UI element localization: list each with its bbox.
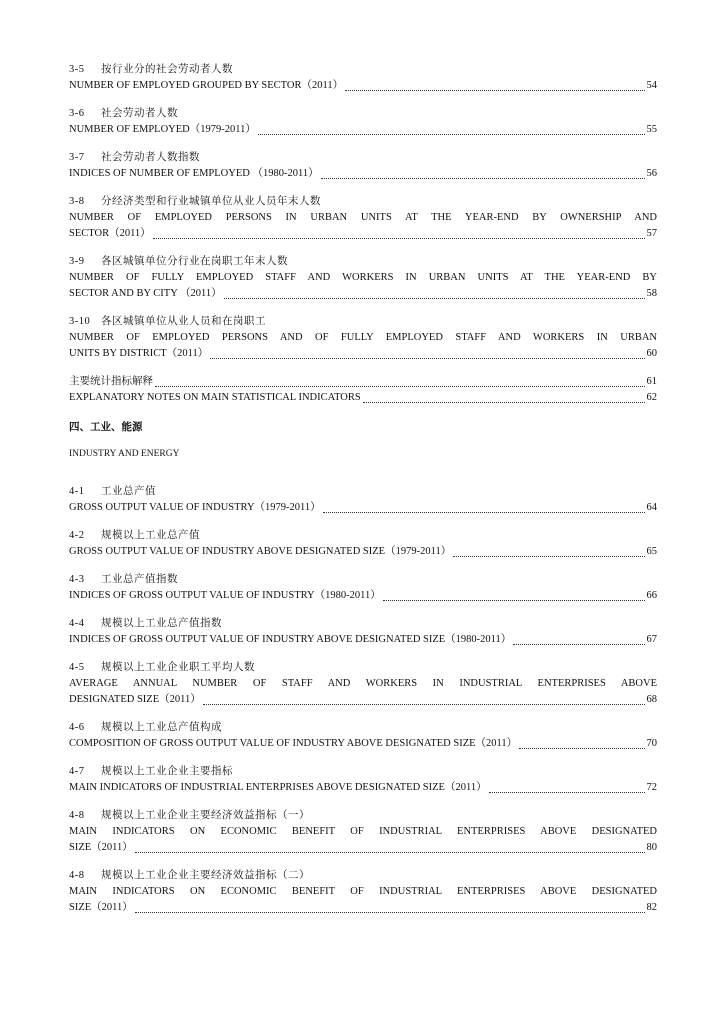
toc-entry-number: 4-6 [69, 722, 85, 733]
toc-entry[interactable] [69, 314, 657, 362]
toc-entry[interactable] [69, 616, 657, 648]
dot-leader [224, 297, 645, 299]
toc-entry-page-number: 66 [646, 590, 657, 601]
toc-entry-cn-title [69, 62, 657, 78]
toc-entry-en-text: INDICES OF GROSS OUTPUT VALUE OF INDUSTRY（1980-2011） [69, 590, 381, 601]
dot-leader [453, 555, 644, 557]
toc-entry-page-number: 58 [646, 288, 657, 299]
toc-entry-number: 3-7 [69, 152, 85, 163]
toc-entry-page-number: 82 [646, 902, 657, 913]
toc-entry-explanatory-notes[interactable] [69, 374, 657, 406]
toc-notes-cn-page: 61 [646, 376, 657, 387]
toc-entry-number: 4-5 [69, 662, 85, 673]
toc-entry-en-last-line [69, 346, 657, 362]
dot-leader [323, 511, 645, 513]
dot-leader [383, 599, 645, 601]
toc-entry-cn-text: 社会劳动者人数指数 [101, 152, 200, 163]
section-4-title-cn: 四、工业、能源 [69, 422, 143, 433]
toc-entry-en-text: SECTOR（2011） [69, 228, 151, 239]
toc-notes-cn-label: 主要统计指标解释 [69, 376, 153, 387]
toc-entry-cn-title [69, 720, 657, 736]
toc-entry-cn-text: 按行业分的社会劳动者人数 [101, 64, 233, 75]
toc-entry-en-line: NUMBER OF FULLY EMPLOYED STAFF AND WORKERS IN URBAN UNITS AT THE YEAR-END BY [69, 272, 657, 283]
toc-entry[interactable] [69, 106, 657, 138]
dot-leader [258, 133, 645, 135]
toc-entry-number: 3-8 [69, 196, 85, 207]
toc-entry-page-number: 57 [646, 228, 657, 239]
toc-entry-en-last-line [69, 900, 657, 916]
toc-entry-page-number: 55 [646, 124, 657, 135]
toc-entry-number: 3-10 [69, 316, 91, 327]
dot-leader [345, 89, 644, 91]
toc-entry-number: 3-6 [69, 108, 85, 119]
toc-entry-en-text: COMPOSITION OF GROSS OUTPUT VALUE OF INDUSTRY ABOVE DESIGNATED SIZE（2011） [69, 738, 518, 749]
dot-leader [153, 237, 645, 239]
toc-entry-cn-title [69, 660, 657, 676]
section-4-title-en: INDUSTRY AND ENERGY [69, 449, 180, 459]
toc-entry-en-text: NUMBER OF EMPLOYED（1979-2011） [69, 124, 256, 135]
toc-entry-en-last-line [69, 692, 657, 708]
toc-entry-cn-title [69, 106, 657, 122]
toc-entry-page-number: 70 [646, 738, 657, 749]
dot-leader [513, 643, 644, 645]
toc-section-4-list [69, 484, 657, 916]
toc-entry-cn-text: 各区城镇单位从业人员和在岗职工 [101, 316, 266, 327]
dot-leader [519, 747, 644, 749]
toc-entry[interactable] [69, 194, 657, 242]
toc-entry-en-last-line [69, 226, 657, 242]
dot-leader [135, 911, 645, 913]
toc-entry-cn-text: 各区城镇单位分行业在岗职工年末人数 [101, 256, 288, 267]
toc-entry-cn-text: 社会劳动者人数 [101, 108, 178, 119]
toc-entry-en-last-line [69, 588, 657, 604]
toc-entry-en-text: NUMBER OF EMPLOYED GROUPED BY SECTOR（2011） [69, 80, 344, 91]
toc-entry-number: 4-7 [69, 766, 85, 777]
toc-entry-cn-text: 规模以上工业企业主要经济效益指标（二） [101, 870, 310, 881]
toc-entry-en-last-line [69, 500, 657, 516]
toc-entry[interactable] [69, 62, 657, 94]
toc-entry-en-line: NUMBER OF EMPLOYED PERSONS IN URBAN UNITS AT THE YEAR-END BY OWNERSHIP AND [69, 212, 657, 223]
toc-entry-cn-text: 工业总产值 [101, 486, 156, 497]
toc-entry-number: 4-3 [69, 574, 85, 585]
toc-entry-en-text: DESIGNATED SIZE（2011） [69, 694, 201, 705]
toc-entry[interactable] [69, 660, 657, 708]
toc-entry-en-line: NUMBER OF EMPLOYED PERSONS AND OF FULLY EMPLOYED STAFF AND WORKERS IN URBAN [69, 332, 657, 343]
toc-entry-en-last-line [69, 78, 657, 94]
dot-leader [210, 357, 644, 359]
dot-leader [321, 177, 645, 179]
toc-entry-cn-title [69, 764, 657, 780]
toc-entry-en-text: GROSS OUTPUT VALUE OF INDUSTRY ABOVE DESIGNATED SIZE（1979-2011） [69, 546, 452, 557]
toc-entry-cn-title [69, 314, 657, 330]
toc-line-notes-cn[interactable] [69, 374, 657, 390]
dot-leader [363, 401, 645, 403]
toc-entry-en-last-line [69, 286, 657, 302]
toc-entry[interactable] [69, 808, 657, 856]
toc-entry[interactable] [69, 868, 657, 916]
toc-entry[interactable] [69, 254, 657, 302]
toc-entry-en-line: MAIN INDICATORS ON ECONOMIC BENEFIT OF INDUSTRIAL ENTERPRISES ABOVE DESIGNATED [69, 826, 657, 837]
toc-entry-cn-title [69, 150, 657, 166]
toc-entry-cn-text: 规模以上工业总产值构成 [101, 722, 222, 733]
toc-line-notes-en[interactable] [69, 390, 657, 406]
toc-entry[interactable] [69, 720, 657, 752]
toc-entry-page-number: 67 [646, 634, 657, 645]
toc-entry-number: 4-4 [69, 618, 85, 629]
toc-entry-page-number: 54 [646, 80, 657, 91]
toc-entry-number: 4-1 [69, 486, 85, 497]
toc-entry-cn-text: 工业总产值指数 [101, 574, 178, 585]
toc-entry-page-number: 65 [646, 546, 657, 557]
toc-entry[interactable] [69, 484, 657, 516]
toc-notes-en-page: 62 [646, 392, 657, 403]
toc-entry-cn-text: 分经济类型和行业城镇单位从业人员年末人数 [101, 196, 321, 207]
toc-entry-page-number: 72 [646, 782, 657, 793]
toc-entry-en-text: INDICES OF NUMBER OF EMPLOYED （1980-2011） [69, 168, 319, 179]
toc-entry-en-line: MAIN INDICATORS ON ECONOMIC BENEFIT OF INDUSTRIAL ENTERPRISES ABOVE DESIGNATED [69, 886, 657, 897]
toc-entry-en-text: SECTOR AND BY CITY （2011） [69, 288, 222, 299]
toc-entry-cn-title [69, 194, 657, 210]
toc-entry-en-text: SIZE（2011） [69, 842, 133, 853]
toc-entry-number: 3-5 [69, 64, 85, 75]
toc-entry-number: 4-8 [69, 810, 85, 821]
toc-entry-page-number: 68 [646, 694, 657, 705]
toc-entry-cn-title [69, 484, 657, 500]
toc-entry-en-last-line [69, 166, 657, 182]
toc-entry-en-line: AVERAGE ANNUAL NUMBER OF STAFF AND WORKERS IN INDUSTRIAL ENTERPRISES ABOVE [69, 678, 657, 689]
toc-entry-en-text: SIZE（2011） [69, 902, 133, 913]
toc-entry-page-number: 80 [646, 842, 657, 853]
toc-entry-cn-text: 规模以上工业企业职工平均人数 [101, 662, 255, 673]
toc-entry-page-number: 60 [646, 348, 657, 359]
toc-notes-en-label: EXPLANATORY NOTES ON MAIN STATISTICAL INDICATORS [69, 392, 361, 403]
dot-leader [155, 385, 645, 387]
toc-entry-en-last-line [69, 840, 657, 856]
toc-page [69, 62, 657, 928]
toc-entry-en-last-line [69, 780, 657, 796]
toc-entry-en-last-line [69, 736, 657, 752]
toc-entry-number: 3-9 [69, 256, 85, 267]
toc-entry-page-number: 64 [646, 502, 657, 513]
toc-entry-en-text: UNITS BY DISTRICT（2011） [69, 348, 209, 359]
toc-entry-cn-title [69, 254, 657, 270]
toc-entry-cn-text: 规模以上工业总产值指数 [101, 618, 222, 629]
toc-entry[interactable] [69, 764, 657, 796]
dot-leader [489, 791, 645, 793]
toc-entry-number: 4-2 [69, 530, 85, 541]
toc-entry[interactable] [69, 528, 657, 560]
toc-entry-en-text: INDICES OF GROSS OUTPUT VALUE OF INDUSTRY ABOVE DESIGNATED SIZE（1980-2011） [69, 634, 512, 645]
toc-entry-cn-title [69, 616, 657, 632]
toc-entry-page-number: 56 [646, 168, 657, 179]
toc-entry[interactable] [69, 572, 657, 604]
toc-entry-cn-title [69, 808, 657, 824]
dot-leader [203, 703, 645, 705]
toc-entry-en-last-line [69, 544, 657, 560]
toc-entry-cn-text: 规模以上工业企业主要指标 [101, 766, 233, 777]
toc-entry-en-text: GROSS OUTPUT VALUE OF INDUSTRY（1979-2011） [69, 502, 321, 513]
toc-entry[interactable] [69, 150, 657, 182]
toc-entry-en-text: MAIN INDICATORS OF INDUSTRIAL ENTERPRISES ABOVE DESIGNATED SIZE（2011） [69, 782, 487, 793]
toc-entry-en-last-line [69, 632, 657, 648]
toc-entry-number: 4-8 [69, 870, 85, 881]
dot-leader [135, 851, 645, 853]
toc-entry-cn-title [69, 528, 657, 544]
toc-entry-cn-title [69, 572, 657, 588]
toc-entry-cn-text: 规模以上工业总产值 [101, 530, 200, 541]
toc-entry-cn-text: 规模以上工业企业主要经济效益指标（一） [101, 810, 310, 821]
toc-entry-cn-title [69, 868, 657, 884]
toc-entry-en-last-line [69, 122, 657, 138]
toc-section-3-list [69, 62, 657, 362]
